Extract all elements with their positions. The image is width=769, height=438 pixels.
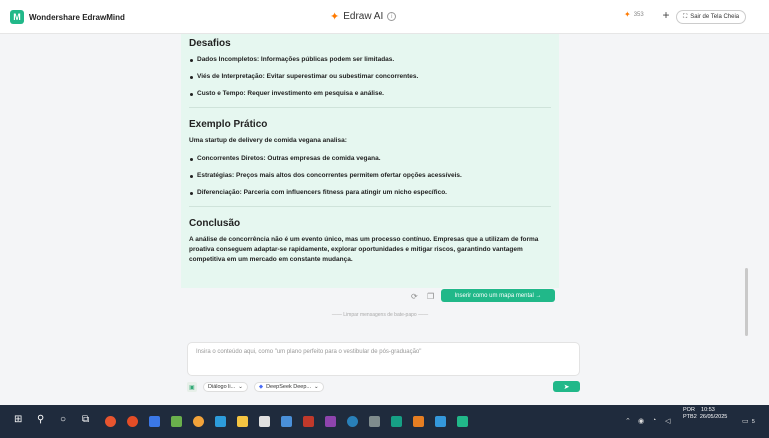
search-icon[interactable]: ⚲	[37, 414, 45, 425]
exit-fullscreen-icon: ⛶	[683, 13, 688, 20]
scrollbar[interactable]	[745, 268, 748, 336]
clear-chat-link[interactable]: —— Limpar mensagens de bate-papo ——	[331, 312, 429, 318]
image-upload-icon[interactable]: ▣	[187, 382, 197, 392]
app-icon[interactable]	[435, 416, 446, 427]
app-icon[interactable]	[281, 416, 292, 427]
desafios-list	[189, 55, 551, 106]
chevron-down-icon: ⌄	[238, 384, 243, 390]
list-item: Concorrentes Diretos: Outras empresas de comida vegana.	[189, 154, 551, 171]
browser-icon[interactable]	[105, 416, 116, 427]
chevron-up-icon[interactable]: ⌃	[625, 418, 631, 425]
send-button[interactable]: ➤	[553, 381, 580, 392]
network-icon[interactable]: ◉	[638, 418, 645, 425]
edrawmind-logo-icon: M	[10, 10, 24, 24]
chevron-down-icon: ⌄	[314, 384, 319, 390]
windows-taskbar	[0, 405, 769, 438]
exit-fullscreen-label: Sair de Tela Cheia	[690, 14, 740, 20]
edraw-ai-spark-icon: ✦	[330, 11, 340, 23]
list-item: Viés de Interpretação: Evitar superestimar ou subestimar concorrentes.	[189, 72, 551, 89]
model-value: DeepSeek Deep...	[266, 384, 312, 390]
section-divider	[189, 107, 551, 108]
insert-as-mindmap-button[interactable]: Inserir como um mapa mental →	[441, 289, 555, 302]
input-language	[683, 407, 727, 414]
regenerate-icon[interactable]: ⟳	[411, 292, 418, 301]
app-icon[interactable]	[193, 416, 204, 427]
copy-icon[interactable]: ❐	[427, 292, 435, 301]
skype-icon[interactable]	[347, 416, 358, 427]
clock-date: 26/05/2025	[699, 414, 728, 420]
app-icon[interactable]	[237, 416, 248, 427]
section-heading-conclusao: Conclusão	[189, 218, 241, 229]
credits-spark-icon: ✦	[624, 10, 631, 19]
chrome-icon[interactable]	[127, 416, 138, 427]
app-icon[interactable]	[215, 416, 226, 427]
task-view-icon[interactable]: ⧉	[82, 414, 90, 425]
wifi-icon[interactable]: ◔	[652, 417, 657, 424]
dialog-mode-value: Diálogo li...	[208, 384, 236, 390]
list-item: Estratégias: Preços mais altos dos concorrentes permitem ofertar opções acessíveis.	[189, 171, 551, 188]
exit-fullscreen-button[interactable]	[676, 10, 746, 24]
cortana-icon[interactable]: ○	[60, 414, 67, 425]
credits-value: 353	[633, 11, 644, 18]
deepseek-icon: ◆	[258, 384, 264, 390]
exemplo-intro: Uma startup de delivery de comida vegana analisa:	[189, 137, 347, 144]
app-icon[interactable]	[413, 416, 424, 427]
edrawmind-taskbar-icon[interactable]	[457, 416, 468, 427]
list-item: Custo e Tempo: Requer investimento em pesquisa e análise.	[189, 89, 551, 106]
title-bar	[0, 0, 769, 34]
exemplo-list	[189, 154, 551, 205]
app-name: Wondershare EdrawMind	[29, 12, 125, 22]
prompt-input[interactable]: Insira o conteúdo aqui, como "um plano perfeito para o vestibular de pós-graduação"	[187, 342, 580, 376]
model-select[interactable]	[254, 382, 324, 392]
app-icon[interactable]	[391, 416, 402, 427]
conclusao-text: A análise de concorrência não é um evento único, mas um processo contínuo. Empresas que a utilizam de forma proativa conseguem adaptar-se rapidamente, explorar oportunidades e mitigar riscos, garantindo vantagem competitiva em um mercado em constante mudança.	[189, 236, 539, 263]
notifications-icon[interactable]: ▭	[742, 418, 749, 425]
input-toolbar	[187, 382, 324, 392]
lang-code: POR	[683, 407, 695, 413]
ai-response-card	[181, 34, 559, 288]
credits-counter[interactable]	[624, 10, 644, 19]
section-heading-desafios: Desafios	[189, 38, 231, 49]
app-icon[interactable]	[171, 416, 182, 427]
list-item: Diferenciação: Parceria com influencers fitness para atingir um nicho específico.	[189, 188, 551, 205]
brand	[10, 10, 125, 24]
app-icon[interactable]	[149, 416, 160, 427]
app-icon[interactable]	[369, 416, 380, 427]
keyboard-layout: PTB2	[683, 414, 697, 420]
app-icon[interactable]	[325, 416, 336, 427]
notification-count: 5	[752, 419, 755, 425]
section-divider	[189, 206, 551, 207]
windows-start-icon[interactable]: ⊞	[14, 414, 23, 425]
section-heading-exemplo: Exemplo Prático	[189, 119, 268, 130]
info-icon[interactable]: i	[387, 12, 396, 21]
list-item: Dados Incompletos: Informações públicas podem ser limitadas.	[189, 55, 551, 72]
clock-time: 10:53	[701, 407, 715, 413]
add-credits-button[interactable]: +	[662, 8, 670, 22]
ai-title	[330, 10, 396, 23]
app-icon[interactable]	[303, 416, 314, 427]
app-icon[interactable]	[259, 416, 270, 427]
volume-icon[interactable]: ◁	[665, 418, 671, 425]
system-clock[interactable]	[683, 407, 727, 421]
ai-title-label: Edraw AI	[343, 11, 384, 22]
dialog-mode-select[interactable]	[203, 382, 248, 392]
